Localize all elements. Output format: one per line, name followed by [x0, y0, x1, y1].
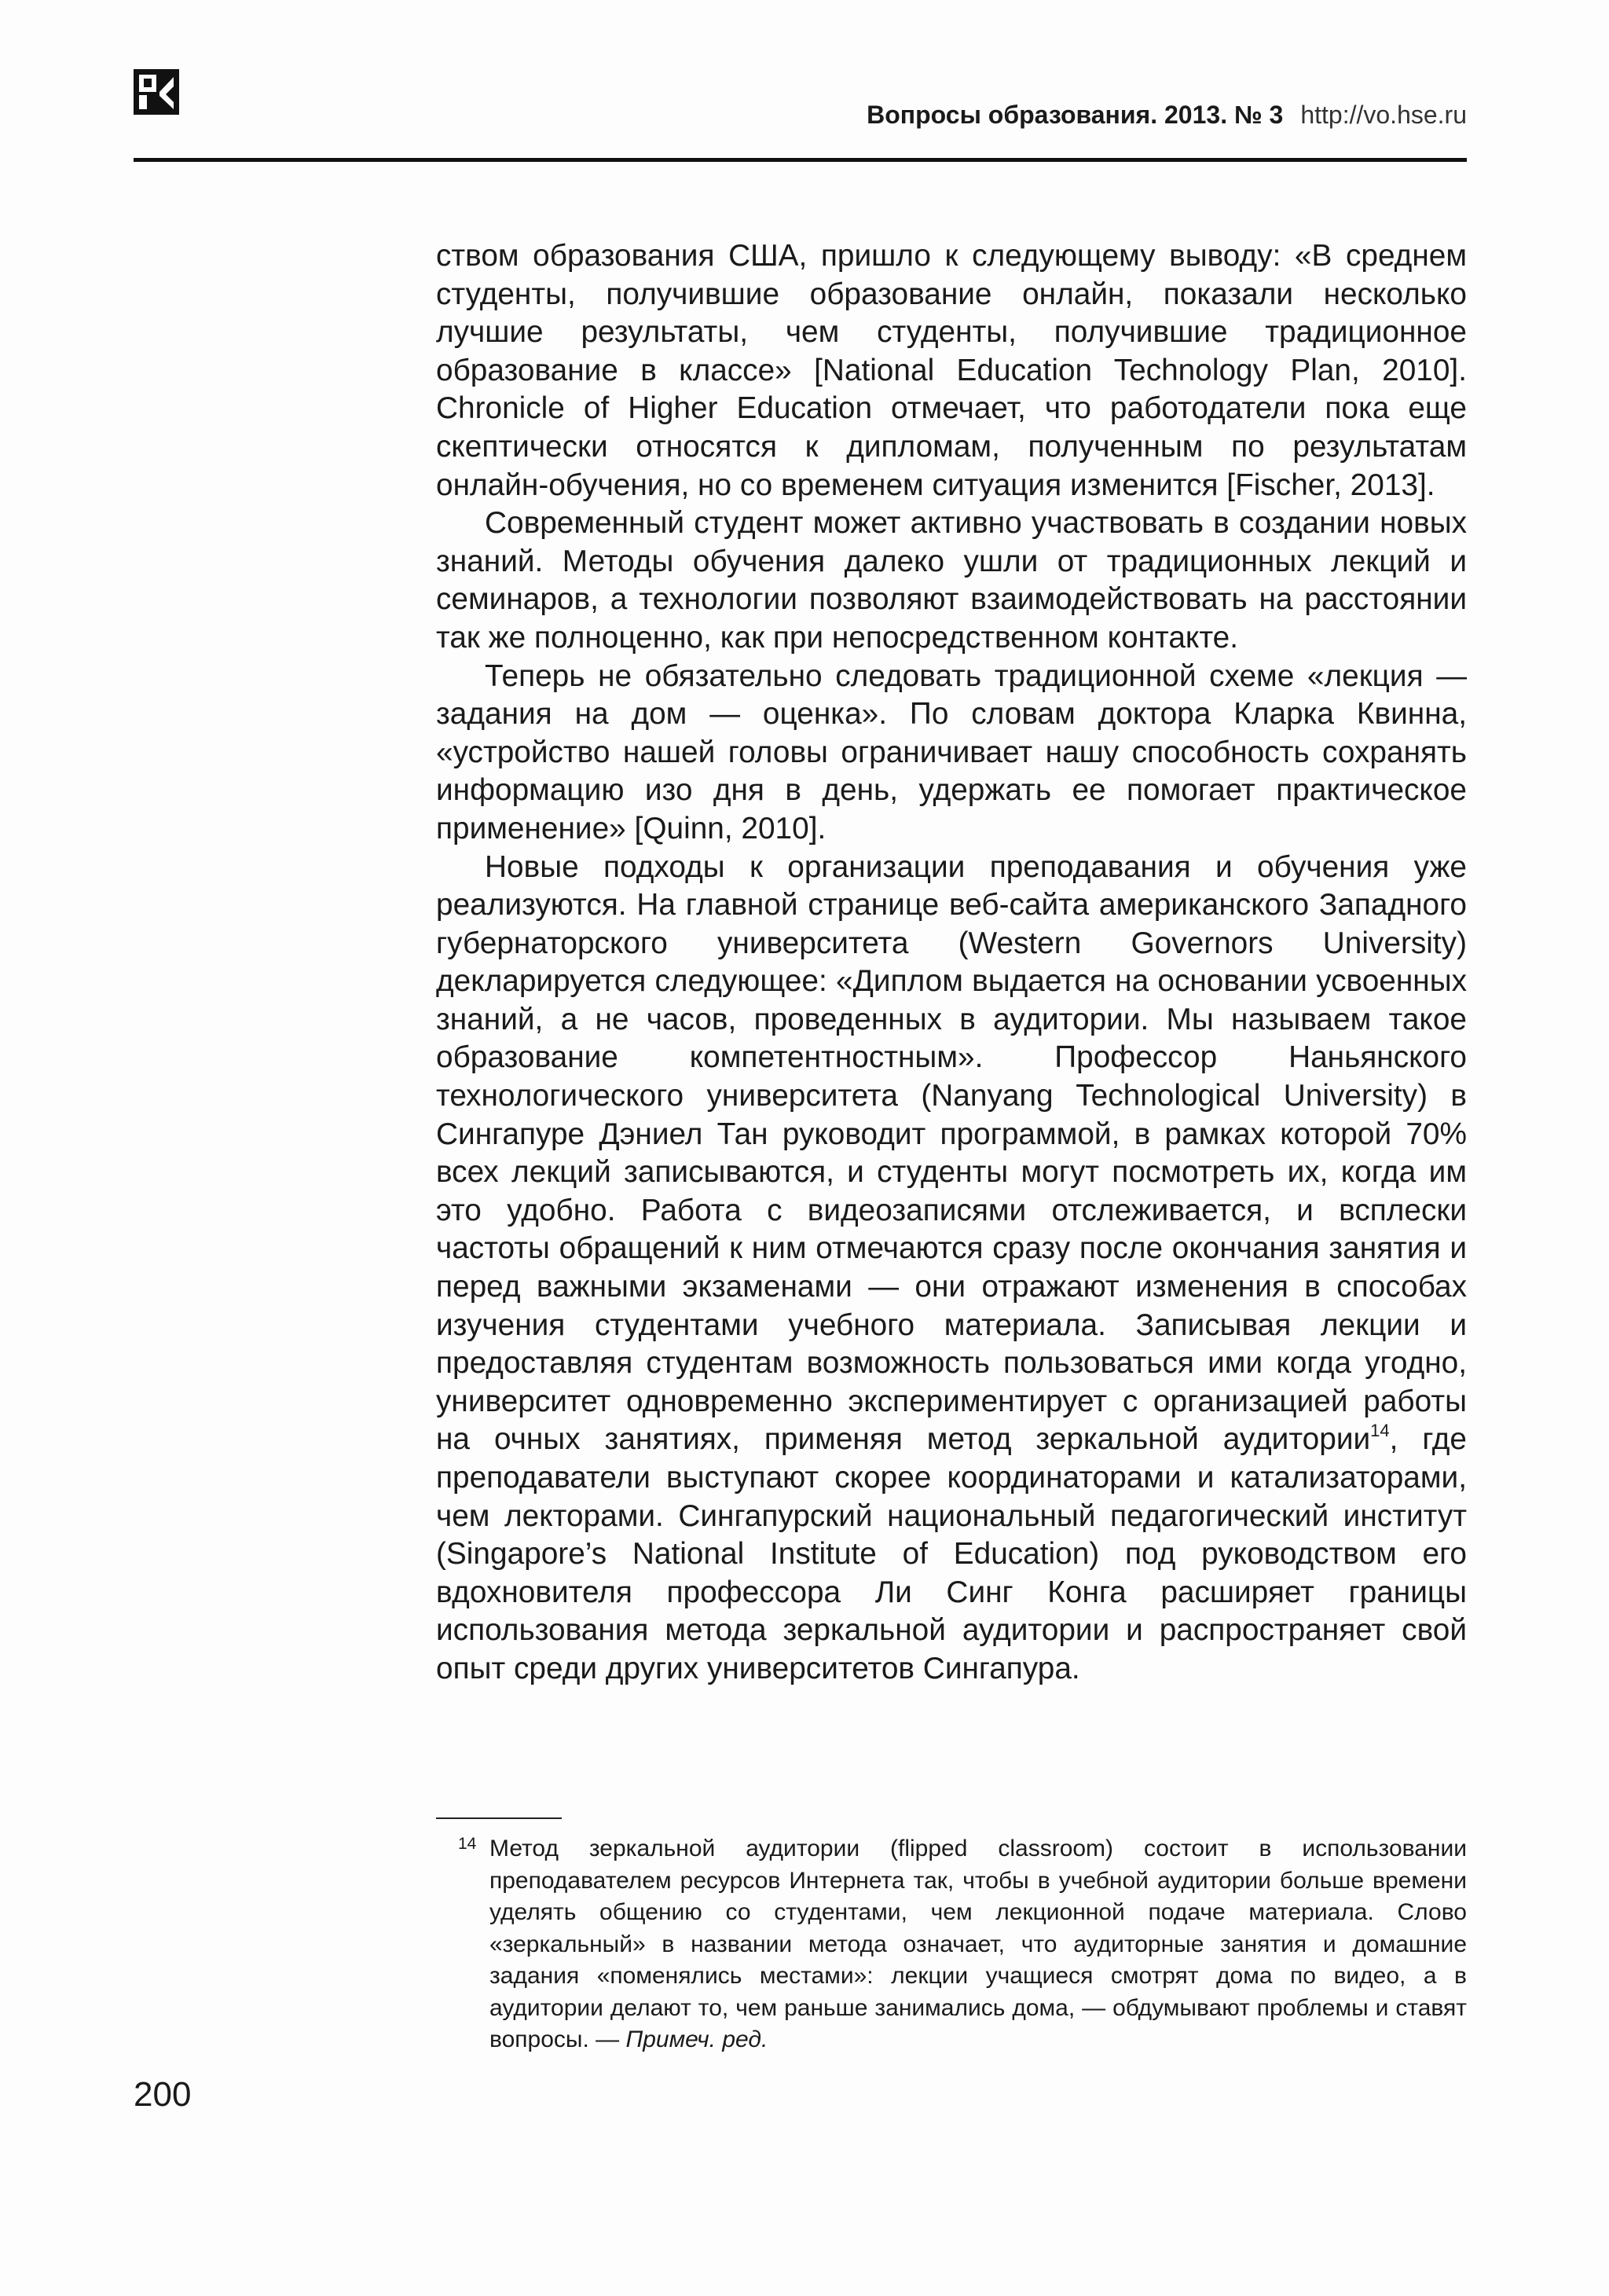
footnote-divider [436, 1817, 562, 1819]
paragraph-4-text-start: Новые подходы к организации преподавания и обучения уже реализуются. На главной странице веб-сайта американского Западного губернаторского университета (Western Governors University) декларируется следующее: «Диплом выдается на основании усвоенных знаний, а не часов, проведенных в аудитории. Мы называем такое образование компетентностным». Профессор Наньянского технологического университета (Nanyang Technological University) в Сингапуре Дэниел Тан руководит программой, в рамках которой 70% всех лекций записываются, и студенты могут посмотреть их, когда им это удобно. Работа с видеозаписями отслеживается, и всплески частоты обращений к ним отмечаются сразу после окончания занятия и перед важными экзаменами — они отражают изменения в способах изучения студентами учебного материала. Записывая лекции и предоставляя студентам возможность пользоваться ими когда угодно, университет одновременно экспериментирует с организацией работы на очных занятиях, применяя метод зеркальной аудитории [436, 849, 1467, 1457]
footnote-reference[interactable]: 14 [1370, 1421, 1390, 1441]
paragraph-2: Современный студент может активно участвовать в создании новых знаний. Методы обучения далеко ушли от традиционных лекций и семинаров, а технологии позволяют взаимодействовать на расстоянии так же полноценно, как при непосредственном контакте. [436, 506, 1467, 655]
journal-title: Вопросы образования. 2013. № 3 [867, 101, 1284, 129]
paragraph-1: ством образования США, пришло к следующему выводу: «В среднем студенты, получившие образование онлайн, показали несколько лучшие результаты, чем студенты, получившие традиционное образование в классе» [National Education Technology Plan, 2010]. Chronicle of Higher Education отмечает, что работодатели пока еще скептически относятся к дипломам, полученным по результатам онлайн-обучения, но со временем ситуация изменится [Fischer, 2013]. [436, 239, 1467, 502]
paragraph-4 [436, 849, 1467, 1689]
header-rule [134, 158, 1467, 162]
footnote-body: Метод зеркальной аудитории (flipped classroom) состоит в использовании преподавателем ресурсов Интернета так, чтобы в учебной аудитории больше времени уделять общению со студентами, чем лекционной подаче материала. Слово «зеркальный» в названии метода означает, что аудиторные занятия и домашние задания «поменялись местами»: лекции учащиеся смотрят дома по видео, а в аудитории делают то, чем раньше занимались дома, — обдумывают проблемы и ставят вопросы. — [489, 1836, 1467, 2052]
journal-logo-icon [134, 69, 179, 115]
page-number: 200 [134, 2075, 192, 2114]
paragraph-4-text-end: , где преподаватели выступают скорее координаторами и катализаторами, чем лекторами. Сингапурский национальный педагогический институт (Singapore’s National Institute of Education) под руководством его вдохновителя профессора Ли Синг Конга расширяет границы использования метода зеркальной аудитории и распространяет свой опыт среди других университетов Сингапура. [436, 1422, 1468, 1685]
footnote-text [489, 1833, 1467, 2056]
article-body [436, 237, 1467, 1689]
running-header [867, 101, 1467, 130]
footnote [436, 1833, 1467, 2056]
journal-url[interactable]: http://vo.hse.ru [1300, 101, 1467, 129]
editor-note: Примеч. ред. [625, 2026, 768, 2052]
paragraph-3: Теперь не обязательно следовать традиционной схеме «лекция — задания на дом — оценка». По словам доктора Кларка Квинна, «устройство нашей головы ограничивает нашу способность сохранять информацию изо дня в день, удержать ее помогает практическое применение» [Quinn, 2010]. [436, 658, 1467, 845]
footnote-number: 14 [458, 1835, 477, 1853]
